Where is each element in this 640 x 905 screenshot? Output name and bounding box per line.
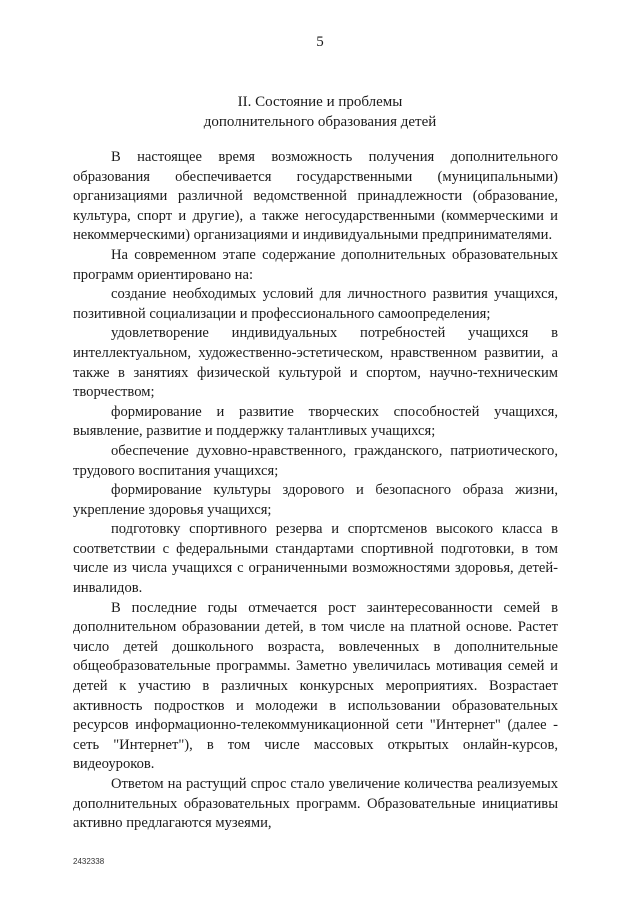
paragraph-trends: В последние годы отмечается рост заинтересованности семей в дополнительном образовании детей, в том числе на платной основе. Растет число детей дошкольного возраста, вовлеченных в дополнительные общеобразовательные программы. Заметно увеличилась мотивация семей и детей к участию в различных конкурсных мероприятиях. Возрастает активность подростков и молодежи в использовании образовательных ресурсов информационно-телекоммуникационной сети "Интернет" (далее - сеть "Интернет"), в том числе массовых открытых онлайн-курсов, видеоуроков. bbox=[73, 599, 558, 773]
paragraph-list-item: подготовку спортивного резерва и спортсменов высокого класса в соответствии с федеральными стандартами спортивной подготовки, в том числе из числа учащихся с ограниченными возможностями здоровья, детей-инвалидов. bbox=[73, 521, 558, 597]
paragraph-response: Ответом на растущий спрос стало увеличение количества реализуемых дополнительных образовательных программ. Образовательные инициативы активно предлагаются музеями, bbox=[73, 776, 558, 832]
paragraph-list-item: формирование культуры здорового и безопасного образа жизни, укрепление здоровья учащихся; bbox=[73, 482, 558, 518]
paragraph-orientation: На современном этапе содержание дополнительных образовательных программ ориентировано на: bbox=[73, 246, 558, 283]
paragraph-intro: В настоящее время возможность получения дополнительного образования обеспечивается государственными (муниципальными) организациями различной ведомственной принадлежности (образование, культура, спорт и другие), а также негосударственными (коммерческими и некоммерческими) организациями и индивидуальными предпринимателями. bbox=[73, 149, 558, 244]
document-code: 2432338 bbox=[73, 857, 105, 866]
paragraph-list-item: создание необходимых условий для личностного развития учащихся, позитивной социализации и профессионального самоопределения; bbox=[73, 286, 558, 322]
section-heading bbox=[70, 92, 570, 132]
paragraph-list-item: обеспечение духовно-нравственного, гражданского, патриотического, трудового воспитания учащихся; bbox=[73, 442, 558, 479]
paragraph-list-item: удовлетворение индивидуальных потребностей учащихся в интеллектуальном, художественно-эстетическом, нравственном развитии, а также в занятиях физической культурой и спортом, научно-техническим творчеством; bbox=[73, 325, 558, 401]
section-title-line-2: дополнительного образования детей bbox=[203, 114, 437, 130]
body-text bbox=[73, 148, 558, 834]
page-number: 5 bbox=[316, 34, 324, 50]
paragraph-list-item: формирование и развитие творческих способностей учащихся, выявление, развитие и поддержку талантливых учащихся; bbox=[73, 403, 558, 440]
section-title-line-1: II. Состояние и проблемы bbox=[237, 94, 403, 110]
